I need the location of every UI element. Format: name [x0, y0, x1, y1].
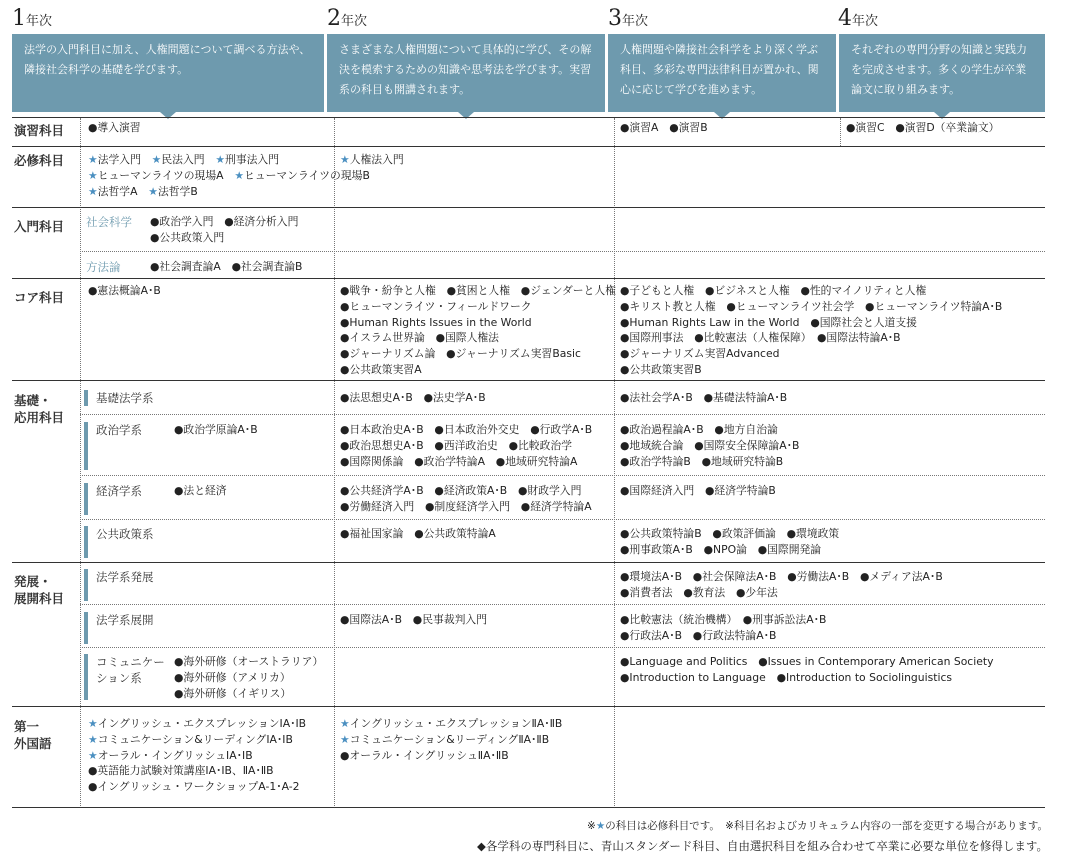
list-item: ●Human Rights Law in the World ●国際社会と人道支援 — [620, 315, 917, 329]
communication-y1 — [174, 654, 323, 701]
row-divider — [12, 207, 1045, 208]
sub-label-methodology: 方法論 — [86, 260, 121, 274]
list-item: ●政治学入門 ●経済分析入門 — [150, 215, 299, 228]
year-4-header: 4年次 — [838, 6, 879, 31]
year-2-description: さまざまな人権問題について具体的に学び、その解決を模索するための知識や思考法を学びます。実習系の科目も開講されます。 — [327, 34, 605, 112]
row-label-line: 発展・ — [14, 574, 52, 589]
list-item: ●ジャーナリズム論 ●ジャーナリズム実習Basic — [340, 347, 581, 361]
list-item: ●子どもと人権 ●ビジネスと人権 ●性的マイノリティと人権 — [620, 284, 927, 297]
list-item: ★コミュニケーション&リーディングⅡA･ⅡB — [340, 732, 550, 746]
list-item: ●戦争・紛争と人権 ●貧困と人権 ●ジェンダーと人権 — [340, 284, 616, 297]
list-item: ●海外研修（アメリカ） — [174, 670, 291, 684]
list-item: ●イスラム世界論 ●国際人権法 — [340, 331, 499, 345]
sub-label-public-policy: 公共政策系 — [84, 526, 154, 558]
required-y2: ★人権法入門 — [340, 153, 404, 166]
list-item: ●比較憲法（統治機構） ●刑事訴訟法A･B — [620, 613, 827, 626]
sub-label-politics: 政治学系 — [84, 422, 142, 470]
law-development-y3 — [620, 612, 826, 644]
list-item: ★ヒューマンライツの現場A ★ヒューマンライツの現場B — [88, 168, 370, 182]
politics-y2 — [340, 422, 592, 469]
row-label-basic-applied — [14, 392, 64, 426]
row-label-line: 基礎・ — [14, 393, 52, 408]
list-item: ●ヒューマンライツ・フィールドワーク — [340, 299, 532, 313]
list-item: ●行政法A･B ●行政法特論A･B — [620, 628, 777, 642]
row-label-foreign-language — [14, 718, 52, 752]
basic-law-y3: ●法社会学A･B ●基礎法特論A･B — [620, 391, 788, 404]
politics-y3 — [620, 422, 799, 469]
required-y1 — [88, 152, 370, 199]
list-item: ●Introduction to Language ●Introduction to Sociolinguistics — [620, 670, 953, 684]
list-item: ●キリスト教と人権 ●ヒューマンライツ社会学 ●ヒューマンライツ特論A･B — [620, 299, 1003, 313]
intro-social-science — [150, 214, 298, 246]
row-divider — [12, 117, 1045, 118]
row-label-core: コア科目 — [14, 290, 65, 305]
sub-divider — [80, 604, 1045, 605]
list-item: ★イングリッシュ・エクスプレッションⅠA･ⅠB — [88, 717, 307, 730]
row-label-intro: 入門科目 — [14, 219, 65, 234]
row-label-seminar: 演習科目 — [14, 123, 65, 138]
list-item: ●公共政策入門 — [150, 230, 225, 244]
list-item: ●消費者法 ●教育法 ●少年法 — [620, 585, 778, 599]
list-item: ★イングリッシュ・エクスプレッションⅡA･ⅡB — [340, 717, 563, 730]
core-y1: ●憲法概論A･B — [88, 284, 161, 297]
economics-y1: ●法と経済 — [174, 484, 227, 497]
economics-y2 — [340, 483, 592, 515]
public-policy-y3 — [620, 526, 839, 558]
list-item: ●英語能力試験対策講座ⅠA･ⅠB、ⅡA･ⅡB — [88, 764, 274, 778]
row-label-line: 応用科目 — [14, 410, 65, 425]
law-development-y2: ●国際法A･B ●民事裁判入門 — [340, 613, 488, 626]
seminar-y4: ●演習C ●演習D（卒業論文） — [846, 121, 1000, 134]
list-item: ★オーラル・イングリッシュⅠA･ⅠB — [88, 748, 253, 762]
year-2-header: 2年次 — [327, 6, 368, 31]
list-item: ●刑事政策A･B ●NPO論 ●国際開発論 — [620, 542, 822, 556]
year-3-header: 3年次 — [608, 6, 649, 31]
communication-y3 — [620, 654, 994, 686]
sub-label-law-development: 法学系展開 — [84, 612, 154, 644]
list-item: ●公共政策実習A — [340, 362, 422, 376]
list-item: ●公共政策実習B — [620, 362, 702, 376]
list-item: ●オーラル・イングリッシュⅡA･ⅡB — [340, 748, 509, 762]
sub-divider — [80, 414, 1045, 415]
footnote-credits: ◆各学科の専門科目に、青山スタンダード科目、自由選択科目を組み合わせて卒業に必要な単位を修得します。 — [477, 839, 1048, 853]
list-item: ★法哲学A ★法哲学B — [88, 184, 198, 198]
row-divider — [12, 562, 1045, 563]
sub-label-economics: 経済学系 — [84, 483, 142, 515]
column-divider — [840, 118, 841, 146]
list-item: ●海外研修（イギリス） — [174, 686, 292, 700]
core-y3 — [620, 283, 1002, 378]
sub-label-basic-law: 基礎法学系 — [84, 390, 154, 406]
list-item: ●Human Rights Issues in the World — [340, 315, 532, 329]
label-divider — [80, 118, 81, 806]
sub-label-line: コミュニケー — [96, 655, 165, 669]
row-label-required: 必修科目 — [14, 153, 65, 168]
list-item: ●公共経済学A･B ●経済政策A･B ●財政学入門 — [340, 484, 582, 497]
column-divider — [334, 118, 335, 806]
list-item: ●公共政策特論B ●政策評価論 ●環境政策 — [620, 527, 840, 540]
year-3-description: 人権問題や隣接社会科学をより深く学ぶ科目、多彩な専門法律科目が置かれ、関心に応じて学びを進めます。 — [608, 34, 836, 112]
list-item: ●政治思想史A･B ●西洋政治史 ●比較政治学 — [340, 438, 572, 452]
column-divider — [614, 118, 615, 806]
sub-divider — [80, 475, 1045, 476]
list-item: ●イングリッシュ・ワークショップA-1･A-2 — [88, 780, 300, 794]
row-divider — [12, 278, 1045, 279]
sub-label-law-advanced: 法学系発展 — [84, 569, 154, 601]
row-label-line: 外国語 — [14, 736, 52, 751]
list-item: ★コミュニケーション&リーディングⅠA･ⅠB — [88, 732, 293, 746]
footnote-required: ※★の科目は必修科目です。 ※科目名およびカリキュラム内容の一部を変更する場合があります。 — [587, 820, 1048, 832]
list-item: ●政治過程論A･B ●地方自治論 — [620, 423, 778, 436]
seminar-y3: ●演習A ●演習B — [620, 121, 708, 134]
list-item: ●海外研修（オーストラリア） — [174, 655, 324, 668]
sub-divider — [80, 647, 1045, 648]
row-divider — [12, 706, 1045, 707]
basic-law-y2: ●法思想史A･B ●法史学A･B — [340, 391, 486, 404]
sub-divider — [80, 251, 1045, 252]
row-divider — [12, 146, 1045, 147]
year-1-description: 法学の入門科目に加え、人権問題について調べる方法や、隣接社会科学の基礎を学びます。 — [12, 34, 324, 112]
economics-y3: ●国際経済入門 ●経済学特論B — [620, 484, 776, 497]
law-advanced-y3 — [620, 569, 943, 601]
list-item: ●国際刑事法 ●比較憲法（人権保障） ●国際法特論A･B — [620, 331, 901, 345]
politics-y1: ●政治学原論A･B — [174, 423, 258, 436]
list-item: ●労働経済入門 ●制度経済学入門 ●経済学特論A — [340, 499, 592, 513]
row-label-advanced — [14, 573, 64, 607]
public-policy-y2: ●福祉国家論 ●公共政策特論A — [340, 527, 496, 540]
row-label-line: 展開科目 — [14, 591, 65, 606]
sub-divider — [80, 519, 1045, 520]
row-divider — [12, 807, 1045, 808]
sub-label-communication — [84, 654, 165, 700]
intro-methodology: ●社会調査論A ●社会調査論B — [150, 260, 303, 273]
core-y2 — [340, 283, 616, 378]
row-label-line: 第一 — [14, 719, 40, 734]
list-item: ●日本政治史A･B ●日本政治外交史 ●行政学A･B — [340, 423, 593, 436]
list-item: ●政治学特論B ●地域研究特論B — [620, 454, 784, 468]
foreign-language-y1 — [88, 716, 306, 795]
row-divider — [12, 380, 1045, 381]
list-item: ●Language and Politics ●Issues in Contemporary American Society — [620, 655, 994, 668]
year-4-description: それぞれの専門分野の知識と実践力を完成させます。多くの学生が卒業論文に取り組みます。 — [839, 34, 1045, 112]
list-item: ●環境法A･B ●社会保障法A･B ●労働法A･B ●メディア法A･B — [620, 570, 943, 583]
foreign-language-y2 — [340, 716, 562, 763]
list-item: ●地域統合論 ●国際安全保障論A･B — [620, 438, 800, 452]
year-1-header: 1年次 — [12, 6, 53, 31]
sub-label-line: ション系 — [96, 671, 142, 685]
list-item: ●国際関係論 ●政治学特論A ●地域研究特論A — [340, 454, 578, 468]
list-item: ●ジャーナリズム実習Advanced — [620, 347, 780, 361]
sub-label-social-science: 社会科学 — [86, 215, 132, 229]
seminar-y1: ●導入演習 — [88, 121, 141, 134]
list-item: ★法学入門 ★民法入門 ★刑事法入門 — [88, 153, 280, 166]
